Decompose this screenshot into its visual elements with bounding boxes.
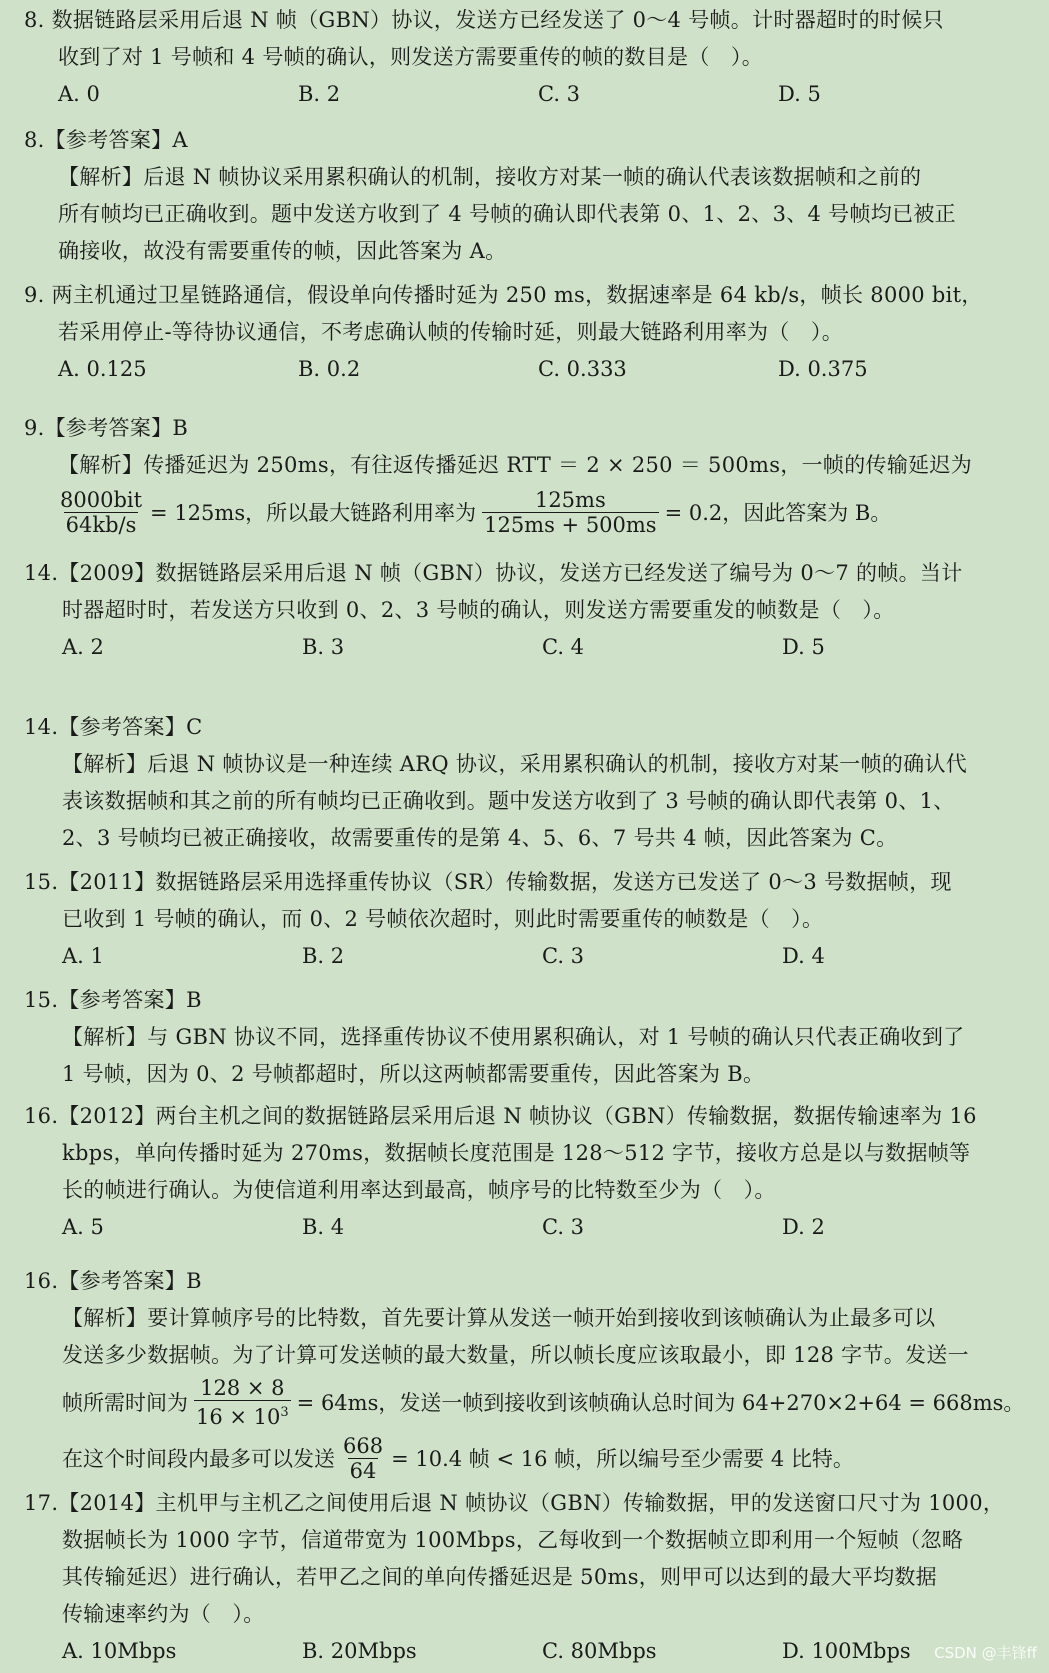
answer-14	[24, 709, 1034, 857]
formula-text: 在这个时间段内最多可以发送	[62, 1447, 335, 1471]
option-a: A. 1	[62, 944, 104, 968]
option-c: C. 0.333	[538, 357, 627, 381]
answer-16	[24, 1263, 1034, 1486]
question-17	[24, 1485, 1034, 1670]
analysis-line: 【解析】后退 N 帧协议是一种连续 ARQ 协议，采用累积确认的机制，接收方对某一帧的确认代	[62, 752, 968, 776]
options-row	[24, 629, 1034, 666]
analysis-line: 1 号帧，因为 0、2 号帧都超时，所以这两帧都需要重传，因此答案为 B。	[62, 1062, 765, 1086]
option-c: C. 4	[542, 635, 585, 659]
formula-line	[24, 484, 1034, 540]
analysis-line: 所有帧均已正确收到。题中发送方收到了 4 号帧的确认即代表第 0、1、2、3、4 号帧均已被正	[58, 202, 956, 226]
question-line: 传输速率约为（ ）。	[62, 1602, 265, 1626]
question-line: 长的帧进行确认。为使信道利用率达到最高，帧序号的比特数至少为（ ）。	[62, 1178, 776, 1202]
question-line: 其传输延迟）进行确认，若甲乙之间的单向传播延迟是 50ms，则甲可以达到的最大平均数据	[62, 1565, 937, 1589]
answer-heading: 16.【参考答案】B	[24, 1269, 202, 1293]
answer-heading: 8.【参考答案】A	[24, 128, 188, 152]
question-line: 17.【2014】主机甲与主机乙之间使用后退 N 帧协议（GBN）传输数据，甲的发送窗口尺寸为 1000，	[24, 1491, 1005, 1515]
analysis-line: 【解析】与 GBN 协议不同，选择重传协议不使用累积确认，对 1 号帧的确认只代表正确收到了	[62, 1025, 965, 1049]
option-a: A. 5	[62, 1215, 104, 1239]
question-line: 16.【2012】两台主机之间的数据链路层采用后退 N 帧协议（GBN）传输数据，数据传输速率为 16	[24, 1104, 977, 1128]
formula-text: = 0.2，因此答案为 B。	[664, 501, 892, 525]
question-line: 时器超时时，若发送方只收到 0、2、3 号帧的确认，则发送方需要重发的帧数是（ ）。	[62, 598, 895, 622]
watermark: CSDN @丰锋ff	[934, 1644, 1037, 1662]
analysis-line: 发送多少数据帧。为了计算可发送帧的最大数量，所以帧长度应该取最小，即 128 字节。发送一	[62, 1343, 969, 1367]
denominator-base: 16 × 10	[196, 1404, 281, 1429]
answer-heading: 14.【参考答案】C	[24, 715, 203, 739]
fraction	[482, 488, 659, 537]
answer-15	[24, 982, 1034, 1093]
option-b: B. 4	[302, 1215, 345, 1239]
option-c: C. 80Mbps	[542, 1639, 657, 1663]
option-c: C. 3	[542, 944, 585, 968]
denominator-exponent: 3	[280, 1404, 289, 1420]
option-d: D. 100Mbps	[782, 1639, 911, 1663]
option-b: B. 2	[302, 944, 345, 968]
option-b: B. 2	[298, 82, 341, 106]
formula-text: = 10.4 帧 < 16 帧，所以编号至少需要 4 比特。	[391, 1447, 854, 1471]
fraction-numerator: 8000bit	[60, 487, 143, 512]
question-line: 数据帧长为 1000 字节，信道带宽为 100Mbps，乙每收到一个数据帧立即利用一个短帧（忽略	[62, 1528, 964, 1552]
question-line: 9. 两主机通过卫星链路通信，假设单向传播时延为 250 ms，数据速率是 64 kb/s，帧长 8000 bit，	[24, 283, 983, 307]
fraction-numerator: 125ms	[534, 487, 606, 512]
option-c: C. 3	[542, 1215, 585, 1239]
fraction	[341, 1434, 385, 1483]
options-row	[24, 938, 1034, 975]
option-d: D. 2	[782, 1215, 825, 1239]
question-14	[24, 555, 1034, 666]
options-row	[24, 351, 1034, 388]
question-line: 15.【2011】数据链路层采用选择重传协议（SR）传输数据，发送方已发送了 0～3 号数据帧，现	[24, 870, 952, 894]
option-b: B. 20Mbps	[302, 1639, 417, 1663]
analysis-line: 确接收，故没有需要重传的帧，因此答案为 A。	[58, 239, 507, 263]
answer-8	[24, 122, 1034, 270]
fraction-numerator: 668	[343, 1433, 384, 1458]
fraction	[194, 1376, 291, 1429]
question-line: 收到了对 1 号帧和 4 号帧的确认，则发送方需要重传的帧的数目是（ ）。	[58, 45, 764, 69]
options-row	[24, 1209, 1034, 1246]
option-a: A. 0	[58, 82, 100, 106]
analysis-line: 2、3 号帧均已被正确接收，故需要重传的是第 4、5、6、7 号共 4 帧，因此答案为 C。	[62, 826, 898, 850]
option-a: A. 2	[62, 635, 104, 659]
answer-heading: 15.【参考答案】B	[24, 988, 202, 1012]
option-d: D. 5	[782, 635, 825, 659]
formula-text: = 125ms，所以最大链路利用率为	[150, 501, 477, 525]
fraction-denominator: 125ms + 500ms	[484, 512, 657, 537]
options-row	[24, 76, 1034, 113]
formula-line	[24, 1430, 1034, 1486]
answer-heading: 9.【参考答案】B	[24, 416, 189, 440]
question-line: 若采用停止-等待协议通信，不考虑确认帧的传输时延，则最大链路利用率为（ ）。	[58, 320, 843, 344]
formula-text: = 64ms，发送一帧到接收到该帧确认总时间为 64+270×2+64 = 668ms。	[296, 1391, 1025, 1415]
fraction-numerator: 128 × 8	[200, 1375, 285, 1400]
fraction	[58, 488, 144, 537]
question-15	[24, 864, 1034, 975]
question-16	[24, 1098, 1034, 1246]
option-a: A. 10Mbps	[62, 1639, 177, 1663]
option-d: D. 0.375	[778, 357, 868, 381]
formula-text: 帧所需时间为	[62, 1391, 188, 1415]
analysis-line: 【解析】传播延迟为 250ms，有往返传播延迟 RTT ＝ 2 × 250 ＝ 500ms，一帧的传输延迟为	[58, 453, 973, 477]
option-b: B. 3	[302, 635, 345, 659]
question-line: 已收到 1 号帧的确认，而 0、2 号帧依次超时，则此时需要重传的帧数是（ ）。	[62, 907, 824, 931]
question-9	[24, 277, 1034, 388]
fraction-denominator: 64kb/s	[65, 512, 137, 537]
fraction-denominator: 64	[349, 1458, 377, 1483]
option-d: D. 4	[782, 944, 825, 968]
formula-line	[24, 1374, 1034, 1430]
question-line: 8. 数据链路层采用后退 N 帧（GBN）协议，发送方已经发送了 0～4 号帧。计时器超时的时候只	[24, 8, 944, 32]
answer-9	[24, 410, 1034, 540]
question-8	[24, 2, 1034, 113]
fraction-denominator	[194, 1400, 291, 1429]
option-d: D. 5	[778, 82, 821, 106]
analysis-line: 【解析】要计算帧序号的比特数，首先要计算从发送一帧开始到接收到该帧确认为止最多可以	[62, 1306, 936, 1330]
options-row	[24, 1633, 1034, 1670]
analysis-line: 表该数据帧和其之前的所有帧均已正确收到。题中发送方收到了 3 号帧的确认即代表第 0、1、	[62, 789, 955, 813]
option-b: B. 0.2	[298, 357, 361, 381]
analysis-line: 【解析】后退 N 帧协议采用累积确认的机制，接收方对某一帧的确认代表该数据帧和之前的	[58, 165, 922, 189]
question-line: kbps，单向传播时延为 270ms，数据帧长度范围是 128～512 字节，接收方总是以与数据帧等	[62, 1141, 971, 1165]
option-c: C. 3	[538, 82, 581, 106]
option-a: A. 0.125	[58, 357, 147, 381]
question-line: 14.【2009】数据链路层采用后退 N 帧（GBN）协议，发送方已经发送了编号为 0～7 的帧。当计	[24, 561, 963, 585]
